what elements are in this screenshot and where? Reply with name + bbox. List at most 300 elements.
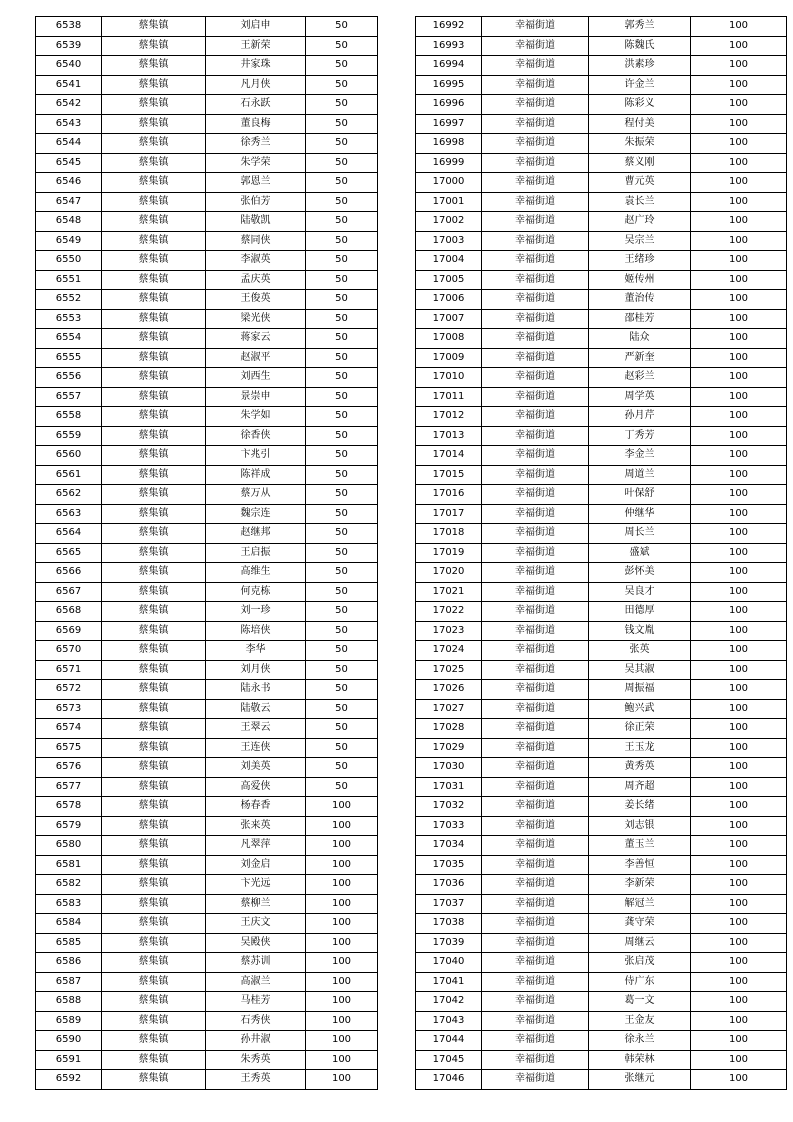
name-cell: 邵桂芳 bbox=[589, 309, 691, 329]
name-cell: 吴良才 bbox=[589, 582, 691, 602]
serial-cell: 6565 bbox=[36, 543, 102, 563]
name-cell: 蔡苏训 bbox=[206, 953, 306, 973]
serial-cell: 17046 bbox=[416, 1070, 482, 1090]
table-row bbox=[416, 153, 787, 173]
amount-cell: 100 bbox=[691, 290, 787, 310]
name-cell: 徐永兰 bbox=[589, 1031, 691, 1051]
name-cell: 高爱侠 bbox=[206, 777, 306, 797]
amount-cell: 50 bbox=[306, 738, 378, 758]
name-cell: 卞兆引 bbox=[206, 446, 306, 466]
amount-cell: 50 bbox=[306, 582, 378, 602]
township-cell: 蔡集镇 bbox=[102, 972, 206, 992]
amount-cell: 100 bbox=[691, 309, 787, 329]
township-cell: 幸福街道 bbox=[482, 368, 589, 388]
amount-cell: 100 bbox=[691, 446, 787, 466]
name-cell: 许金兰 bbox=[589, 75, 691, 95]
table-row bbox=[36, 875, 378, 895]
township-cell: 幸福街道 bbox=[482, 36, 589, 56]
township-cell: 幸福街道 bbox=[482, 797, 589, 817]
name-cell: 姜长绪 bbox=[589, 797, 691, 817]
amount-cell: 50 bbox=[306, 134, 378, 154]
serial-cell: 6552 bbox=[36, 290, 102, 310]
table-row bbox=[416, 17, 787, 37]
township-cell: 蔡集镇 bbox=[102, 816, 206, 836]
table-row bbox=[36, 309, 378, 329]
township-cell: 蔡集镇 bbox=[102, 914, 206, 934]
township-cell: 蔡集镇 bbox=[102, 875, 206, 895]
table-row bbox=[36, 816, 378, 836]
serial-cell: 6555 bbox=[36, 348, 102, 368]
serial-cell: 6539 bbox=[36, 36, 102, 56]
township-cell: 蔡集镇 bbox=[102, 192, 206, 212]
township-cell: 蔡集镇 bbox=[102, 348, 206, 368]
amount-cell: 50 bbox=[306, 446, 378, 466]
table-row bbox=[36, 446, 378, 466]
township-cell: 蔡集镇 bbox=[102, 953, 206, 973]
name-cell: 陆众 bbox=[589, 329, 691, 349]
amount-cell: 100 bbox=[691, 797, 787, 817]
name-cell: 刘志银 bbox=[589, 816, 691, 836]
township-cell: 幸福街道 bbox=[482, 153, 589, 173]
table-row bbox=[416, 777, 787, 797]
name-cell: 李善恒 bbox=[589, 855, 691, 875]
amount-cell: 100 bbox=[691, 933, 787, 953]
township-cell: 幸福街道 bbox=[482, 212, 589, 232]
serial-cell: 17031 bbox=[416, 777, 482, 797]
serial-cell: 17006 bbox=[416, 290, 482, 310]
amount-cell: 100 bbox=[691, 1050, 787, 1070]
name-cell: 张伯芳 bbox=[206, 192, 306, 212]
township-cell: 蔡集镇 bbox=[102, 95, 206, 115]
table-row bbox=[36, 407, 378, 427]
name-cell: 李淑英 bbox=[206, 251, 306, 271]
serial-cell: 6549 bbox=[36, 231, 102, 251]
name-cell: 梁光侠 bbox=[206, 309, 306, 329]
township-cell: 幸福街道 bbox=[482, 875, 589, 895]
township-cell: 蔡集镇 bbox=[102, 368, 206, 388]
amount-cell: 50 bbox=[306, 680, 378, 700]
name-cell: 鲍兴武 bbox=[589, 699, 691, 719]
serial-cell: 6583 bbox=[36, 894, 102, 914]
table-row bbox=[416, 680, 787, 700]
amount-cell: 100 bbox=[691, 114, 787, 134]
amount-cell: 100 bbox=[691, 426, 787, 446]
name-cell: 王玉龙 bbox=[589, 738, 691, 758]
serial-cell: 17029 bbox=[416, 738, 482, 758]
table-row bbox=[36, 212, 378, 232]
township-cell: 幸福街道 bbox=[482, 387, 589, 407]
serial-cell: 6544 bbox=[36, 134, 102, 154]
name-cell: 王新荣 bbox=[206, 36, 306, 56]
name-cell: 井家珠 bbox=[206, 56, 306, 76]
township-cell: 蔡集镇 bbox=[102, 290, 206, 310]
table-row bbox=[416, 407, 787, 427]
table-row bbox=[416, 290, 787, 310]
township-cell: 幸福街道 bbox=[482, 504, 589, 524]
serial-cell: 17030 bbox=[416, 758, 482, 778]
name-cell: 李华 bbox=[206, 641, 306, 661]
table-row bbox=[36, 173, 378, 193]
amount-cell: 50 bbox=[306, 621, 378, 641]
name-cell: 何克栋 bbox=[206, 582, 306, 602]
name-cell: 董玉兰 bbox=[589, 836, 691, 856]
amount-cell: 50 bbox=[306, 563, 378, 583]
township-cell: 蔡集镇 bbox=[102, 114, 206, 134]
township-cell: 幸福街道 bbox=[482, 660, 589, 680]
serial-cell: 17010 bbox=[416, 368, 482, 388]
serial-cell: 6567 bbox=[36, 582, 102, 602]
amount-cell: 50 bbox=[306, 173, 378, 193]
name-cell: 陈彩义 bbox=[589, 95, 691, 115]
name-cell: 陆永书 bbox=[206, 680, 306, 700]
amount-cell: 50 bbox=[306, 75, 378, 95]
serial-cell: 6556 bbox=[36, 368, 102, 388]
name-cell: 钱文胤 bbox=[589, 621, 691, 641]
name-cell: 朱秀英 bbox=[206, 1050, 306, 1070]
serial-cell: 17003 bbox=[416, 231, 482, 251]
amount-cell: 100 bbox=[691, 134, 787, 154]
township-cell: 蔡集镇 bbox=[102, 465, 206, 485]
amount-cell: 50 bbox=[306, 485, 378, 505]
amount-cell: 100 bbox=[306, 1011, 378, 1031]
name-cell: 董治传 bbox=[589, 290, 691, 310]
serial-cell: 6576 bbox=[36, 758, 102, 778]
amount-cell: 50 bbox=[306, 758, 378, 778]
serial-cell: 6566 bbox=[36, 563, 102, 583]
name-cell: 张来英 bbox=[206, 816, 306, 836]
serial-cell: 6586 bbox=[36, 953, 102, 973]
name-cell: 刘一珍 bbox=[206, 602, 306, 622]
township-cell: 幸福街道 bbox=[482, 290, 589, 310]
township-cell: 蔡集镇 bbox=[102, 485, 206, 505]
amount-cell: 100 bbox=[691, 231, 787, 251]
name-cell: 凡月侠 bbox=[206, 75, 306, 95]
serial-cell: 6557 bbox=[36, 387, 102, 407]
name-cell: 黄秀英 bbox=[589, 758, 691, 778]
amount-cell: 100 bbox=[691, 173, 787, 193]
serial-cell: 6572 bbox=[36, 680, 102, 700]
table-row bbox=[416, 212, 787, 232]
serial-cell: 17037 bbox=[416, 894, 482, 914]
township-cell: 幸福街道 bbox=[482, 75, 589, 95]
township-cell: 蔡集镇 bbox=[102, 855, 206, 875]
township-cell: 蔡集镇 bbox=[102, 582, 206, 602]
amount-cell: 50 bbox=[306, 95, 378, 115]
amount-cell: 50 bbox=[306, 524, 378, 544]
table-row bbox=[416, 348, 787, 368]
table-row bbox=[36, 582, 378, 602]
amount-cell: 50 bbox=[306, 543, 378, 563]
left-roster-body bbox=[36, 17, 378, 1090]
name-cell: 石秀侠 bbox=[206, 1011, 306, 1031]
table-row bbox=[36, 933, 378, 953]
name-cell: 张英 bbox=[589, 641, 691, 661]
township-cell: 蔡集镇 bbox=[102, 602, 206, 622]
serial-cell: 16993 bbox=[416, 36, 482, 56]
table-row bbox=[416, 875, 787, 895]
right-roster-body bbox=[416, 17, 787, 1090]
table-row bbox=[416, 1031, 787, 1051]
serial-cell: 17027 bbox=[416, 699, 482, 719]
amount-cell: 50 bbox=[306, 290, 378, 310]
serial-cell: 17033 bbox=[416, 816, 482, 836]
amount-cell: 50 bbox=[306, 387, 378, 407]
serial-cell: 17045 bbox=[416, 1050, 482, 1070]
table-row bbox=[36, 758, 378, 778]
township-cell: 蔡集镇 bbox=[102, 426, 206, 446]
name-cell: 朱学荣 bbox=[206, 153, 306, 173]
name-cell: 周道兰 bbox=[589, 465, 691, 485]
name-cell: 周继云 bbox=[589, 933, 691, 953]
table-row bbox=[36, 738, 378, 758]
amount-cell: 50 bbox=[306, 192, 378, 212]
serial-cell: 6580 bbox=[36, 836, 102, 856]
left-roster-table bbox=[35, 16, 378, 1090]
table-row bbox=[416, 660, 787, 680]
serial-cell: 6559 bbox=[36, 426, 102, 446]
serial-cell: 6582 bbox=[36, 875, 102, 895]
amount-cell: 100 bbox=[306, 933, 378, 953]
serial-cell: 6543 bbox=[36, 114, 102, 134]
township-cell: 幸福街道 bbox=[482, 1031, 589, 1051]
table-row bbox=[36, 1050, 378, 1070]
township-cell: 蔡集镇 bbox=[102, 563, 206, 583]
serial-cell: 6538 bbox=[36, 17, 102, 37]
township-cell: 幸福街道 bbox=[482, 446, 589, 466]
serial-cell: 6545 bbox=[36, 153, 102, 173]
name-cell: 陈培侠 bbox=[206, 621, 306, 641]
township-cell: 蔡集镇 bbox=[102, 836, 206, 856]
table-row bbox=[416, 56, 787, 76]
serial-cell: 17026 bbox=[416, 680, 482, 700]
amount-cell: 100 bbox=[691, 485, 787, 505]
name-cell: 周学英 bbox=[589, 387, 691, 407]
amount-cell: 100 bbox=[691, 914, 787, 934]
serial-cell: 16994 bbox=[416, 56, 482, 76]
township-cell: 蔡集镇 bbox=[102, 719, 206, 739]
table-row bbox=[36, 387, 378, 407]
table-row bbox=[416, 582, 787, 602]
table-row bbox=[36, 680, 378, 700]
name-cell: 王翠云 bbox=[206, 719, 306, 739]
township-cell: 蔡集镇 bbox=[102, 1011, 206, 1031]
township-cell: 蔡集镇 bbox=[102, 699, 206, 719]
table-row bbox=[36, 114, 378, 134]
serial-cell: 17016 bbox=[416, 485, 482, 505]
amount-cell: 100 bbox=[691, 465, 787, 485]
serial-cell: 17044 bbox=[416, 1031, 482, 1051]
amount-cell: 100 bbox=[691, 329, 787, 349]
table-row bbox=[36, 524, 378, 544]
amount-cell: 100 bbox=[691, 153, 787, 173]
name-cell: 徐秀兰 bbox=[206, 134, 306, 154]
serial-cell: 17020 bbox=[416, 563, 482, 583]
amount-cell: 100 bbox=[691, 75, 787, 95]
table-row bbox=[36, 855, 378, 875]
township-cell: 幸福街道 bbox=[482, 543, 589, 563]
name-cell: 李新荣 bbox=[589, 875, 691, 895]
amount-cell: 50 bbox=[306, 602, 378, 622]
amount-cell: 100 bbox=[306, 875, 378, 895]
amount-cell: 100 bbox=[691, 953, 787, 973]
serial-cell: 17005 bbox=[416, 270, 482, 290]
township-cell: 幸福街道 bbox=[482, 231, 589, 251]
amount-cell: 100 bbox=[306, 992, 378, 1012]
amount-cell: 100 bbox=[691, 836, 787, 856]
table-row bbox=[36, 914, 378, 934]
table-row bbox=[416, 699, 787, 719]
serial-cell: 17024 bbox=[416, 641, 482, 661]
serial-cell: 17000 bbox=[416, 173, 482, 193]
amount-cell: 100 bbox=[691, 17, 787, 37]
table-row bbox=[36, 992, 378, 1012]
name-cell: 陆敬凯 bbox=[206, 212, 306, 232]
name-cell: 蔡义刚 bbox=[589, 153, 691, 173]
amount-cell: 100 bbox=[691, 758, 787, 778]
serial-cell: 17008 bbox=[416, 329, 482, 349]
table-row bbox=[416, 992, 787, 1012]
table-row bbox=[416, 972, 787, 992]
serial-cell: 16992 bbox=[416, 17, 482, 37]
serial-cell: 6564 bbox=[36, 524, 102, 544]
name-cell: 吴宗兰 bbox=[589, 231, 691, 251]
name-cell: 仲继华 bbox=[589, 504, 691, 524]
township-cell: 幸福街道 bbox=[482, 1070, 589, 1090]
name-cell: 高淑兰 bbox=[206, 972, 306, 992]
table-row bbox=[416, 524, 787, 544]
township-cell: 幸福街道 bbox=[482, 348, 589, 368]
amount-cell: 50 bbox=[306, 777, 378, 797]
township-cell: 蔡集镇 bbox=[102, 621, 206, 641]
table-row bbox=[416, 426, 787, 446]
serial-cell: 6578 bbox=[36, 797, 102, 817]
township-cell: 蔡集镇 bbox=[102, 173, 206, 193]
township-cell: 幸福街道 bbox=[482, 914, 589, 934]
amount-cell: 100 bbox=[306, 914, 378, 934]
township-cell: 蔡集镇 bbox=[102, 738, 206, 758]
table-row bbox=[36, 17, 378, 37]
serial-cell: 17035 bbox=[416, 855, 482, 875]
name-cell: 凡翠萍 bbox=[206, 836, 306, 856]
amount-cell: 50 bbox=[306, 56, 378, 76]
township-cell: 蔡集镇 bbox=[102, 641, 206, 661]
name-cell: 王启振 bbox=[206, 543, 306, 563]
amount-cell: 100 bbox=[306, 1031, 378, 1051]
table-row bbox=[416, 368, 787, 388]
township-cell: 幸福街道 bbox=[482, 582, 589, 602]
table-row bbox=[416, 75, 787, 95]
table-row bbox=[416, 485, 787, 505]
serial-cell: 6562 bbox=[36, 485, 102, 505]
table-row bbox=[36, 797, 378, 817]
township-cell: 幸福街道 bbox=[482, 836, 589, 856]
township-cell: 蔡集镇 bbox=[102, 270, 206, 290]
table-row bbox=[416, 894, 787, 914]
table-row bbox=[416, 1050, 787, 1070]
township-cell: 幸福街道 bbox=[482, 329, 589, 349]
serial-cell: 6587 bbox=[36, 972, 102, 992]
serial-cell: 6551 bbox=[36, 270, 102, 290]
name-cell: 叶保舒 bbox=[589, 485, 691, 505]
serial-cell: 6553 bbox=[36, 309, 102, 329]
name-cell: 高维生 bbox=[206, 563, 306, 583]
serial-cell: 6571 bbox=[36, 660, 102, 680]
township-cell: 幸福街道 bbox=[482, 407, 589, 427]
table-row bbox=[36, 621, 378, 641]
serial-cell: 6589 bbox=[36, 1011, 102, 1031]
serial-cell: 6554 bbox=[36, 329, 102, 349]
table-row bbox=[416, 758, 787, 778]
table-row bbox=[36, 270, 378, 290]
name-cell: 郭恩兰 bbox=[206, 173, 306, 193]
table-row bbox=[36, 465, 378, 485]
table-row bbox=[416, 114, 787, 134]
amount-cell: 100 bbox=[306, 855, 378, 875]
table-row bbox=[416, 953, 787, 973]
table-row bbox=[416, 816, 787, 836]
serial-cell: 17017 bbox=[416, 504, 482, 524]
name-cell: 袁长兰 bbox=[589, 192, 691, 212]
amount-cell: 100 bbox=[691, 972, 787, 992]
name-cell: 张继元 bbox=[589, 1070, 691, 1090]
table-row bbox=[36, 543, 378, 563]
serial-cell: 6542 bbox=[36, 95, 102, 115]
township-cell: 幸福街道 bbox=[482, 56, 589, 76]
name-cell: 王绪珍 bbox=[589, 251, 691, 271]
township-cell: 蔡集镇 bbox=[102, 309, 206, 329]
amount-cell: 100 bbox=[691, 95, 787, 115]
township-cell: 幸福街道 bbox=[482, 114, 589, 134]
table-row bbox=[416, 270, 787, 290]
amount-cell: 100 bbox=[691, 270, 787, 290]
table-row bbox=[36, 368, 378, 388]
name-cell: 丁秀芳 bbox=[589, 426, 691, 446]
amount-cell: 100 bbox=[306, 797, 378, 817]
name-cell: 姬传州 bbox=[589, 270, 691, 290]
table-row bbox=[416, 329, 787, 349]
table-row bbox=[416, 134, 787, 154]
amount-cell: 100 bbox=[691, 192, 787, 212]
amount-cell: 100 bbox=[691, 368, 787, 388]
name-cell: 魏宗连 bbox=[206, 504, 306, 524]
name-cell: 刘启申 bbox=[206, 17, 306, 37]
serial-cell: 17019 bbox=[416, 543, 482, 563]
amount-cell: 50 bbox=[306, 17, 378, 37]
table-row bbox=[36, 563, 378, 583]
township-cell: 幸福街道 bbox=[482, 972, 589, 992]
serial-cell: 6574 bbox=[36, 719, 102, 739]
township-cell: 蔡集镇 bbox=[102, 992, 206, 1012]
amount-cell: 100 bbox=[691, 855, 787, 875]
name-cell: 严新奎 bbox=[589, 348, 691, 368]
serial-cell: 6573 bbox=[36, 699, 102, 719]
serial-cell: 17009 bbox=[416, 348, 482, 368]
amount-cell: 50 bbox=[306, 231, 378, 251]
table-row bbox=[416, 621, 787, 641]
township-cell: 幸福街道 bbox=[482, 894, 589, 914]
amount-cell: 50 bbox=[306, 465, 378, 485]
serial-cell: 6547 bbox=[36, 192, 102, 212]
serial-cell: 17021 bbox=[416, 582, 482, 602]
township-cell: 蔡集镇 bbox=[102, 153, 206, 173]
serial-cell: 6541 bbox=[36, 75, 102, 95]
name-cell: 朱学如 bbox=[206, 407, 306, 427]
name-cell: 李金兰 bbox=[589, 446, 691, 466]
township-cell: 幸福街道 bbox=[482, 1011, 589, 1031]
name-cell: 彭怀美 bbox=[589, 563, 691, 583]
amount-cell: 50 bbox=[306, 114, 378, 134]
township-cell: 蔡集镇 bbox=[102, 329, 206, 349]
